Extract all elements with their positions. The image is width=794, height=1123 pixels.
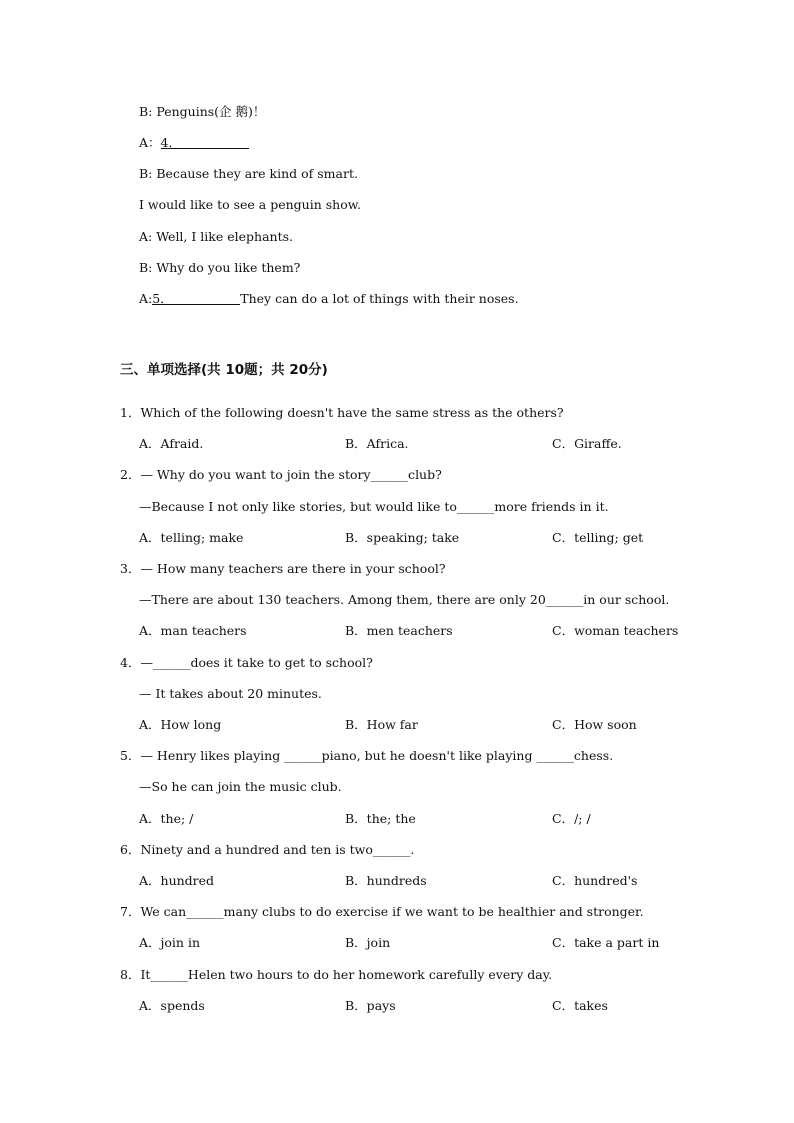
dialogue-line-6: B: Why do you like them?	[139, 260, 301, 275]
question-number: 4．	[120, 655, 141, 670]
answer-option-c[interactable]: C．/; /	[552, 811, 591, 826]
question-text: — How many teachers are there in your school?	[140, 561, 446, 576]
answer-option-a[interactable]: A．telling; make	[139, 530, 244, 545]
answer-option-a[interactable]: A．man teachers	[139, 623, 247, 638]
answer-option-b[interactable]: B．speaking; take	[345, 530, 460, 545]
answer-option-c[interactable]: C．How soon	[552, 717, 637, 732]
question-stem	[120, 748, 613, 764]
answer-option-c[interactable]: C．telling; get	[552, 530, 644, 545]
question-number: 1．	[120, 405, 141, 420]
answer-option-b[interactable]: B．hundreds	[345, 873, 427, 888]
answer-option-c[interactable]: C．take a part in	[552, 935, 660, 950]
dialogue-line-2	[139, 135, 249, 151]
question-continuation: —Because I not only like stories, but would like to______more friends in it.	[139, 499, 609, 514]
question-stem	[120, 561, 446, 577]
question-number: 2．	[120, 467, 141, 482]
answer-option-c[interactable]: C．Giraffe.	[552, 436, 622, 451]
section-title: 三、单项选择(共 10题；共 20分)	[120, 362, 328, 378]
question-number: 3．	[120, 561, 141, 576]
dialogue-line-3: B: Because they are kind of smart.	[139, 166, 358, 181]
question-text: Which of the following doesn't have the same stress as the others?	[140, 405, 564, 420]
answer-option-a[interactable]: A．Afraid.	[139, 436, 204, 451]
question-number: 7．	[120, 904, 141, 919]
answer-option-c[interactable]: C．woman teachers	[552, 623, 679, 638]
dialogue-line-5: A: Well, I like elephants.	[139, 229, 293, 244]
answer-option-a[interactable]: A．hundred	[139, 873, 215, 888]
question-continuation: —So he can join the music club.	[139, 779, 342, 794]
answer-option-a[interactable]: A．the; /	[139, 811, 194, 826]
question-continuation: —There are about 130 teachers. Among them, there are only 20______in our school.	[139, 592, 670, 607]
question-text: We can______many clubs to do exercise if we want to be healthier and stronger.	[140, 904, 644, 919]
question-stem	[120, 967, 552, 983]
answer-option-b[interactable]: B．Africa.	[345, 436, 409, 451]
question-stem	[120, 904, 644, 920]
question-number: 5．	[120, 748, 141, 763]
question-stem	[120, 467, 442, 483]
answer-blank-5	[152, 291, 240, 305]
question-text: It______Helen two hours to do her homework carefully every day.	[140, 967, 553, 982]
answer-option-b[interactable]: B．How far	[345, 717, 418, 732]
answer-option-a[interactable]: A．join in	[139, 935, 200, 950]
blank-number: 4．	[160, 135, 181, 150]
dialogue-line-1: B: Penguins(企 鹅)！	[139, 104, 266, 119]
answer-option-a[interactable]: A．How long	[139, 717, 222, 732]
answer-option-b[interactable]: B．men teachers	[345, 623, 453, 638]
answer-option-b[interactable]: B．the; the	[345, 811, 416, 826]
dialogue-line-7	[139, 291, 519, 307]
answer-option-b[interactable]: B．join	[345, 935, 391, 950]
question-text: —______does it take to get to school?	[140, 655, 373, 670]
question-number: 6．	[120, 842, 141, 857]
question-stem	[120, 655, 373, 671]
dialogue-line-4: I would like to see a penguin show.	[139, 197, 361, 212]
answer-option-c[interactable]: C．takes	[552, 998, 608, 1013]
speaker-label: A:	[139, 291, 153, 306]
answer-option-a[interactable]: A．spends	[139, 998, 205, 1013]
answer-option-c[interactable]: C．hundred's	[552, 873, 638, 888]
dialogue-suffix: They can do a lot of things with their noses.	[240, 291, 519, 306]
question-stem	[120, 405, 564, 421]
speaker-label: A：	[139, 135, 161, 150]
question-text: — Why do you want to join the story______club?	[140, 467, 442, 482]
blank-number: 5．	[152, 291, 173, 306]
answer-blank-4	[161, 135, 249, 149]
question-text: Ninety and a hundred and ten is two______.	[140, 842, 415, 857]
question-stem	[120, 842, 414, 858]
answer-option-b[interactable]: B．pays	[345, 998, 396, 1013]
question-continuation: — It takes about 20 minutes.	[139, 686, 322, 701]
question-number: 8．	[120, 967, 141, 982]
question-text: — Henry likes playing ______piano, but he doesn't like playing ______chess.	[140, 748, 614, 763]
